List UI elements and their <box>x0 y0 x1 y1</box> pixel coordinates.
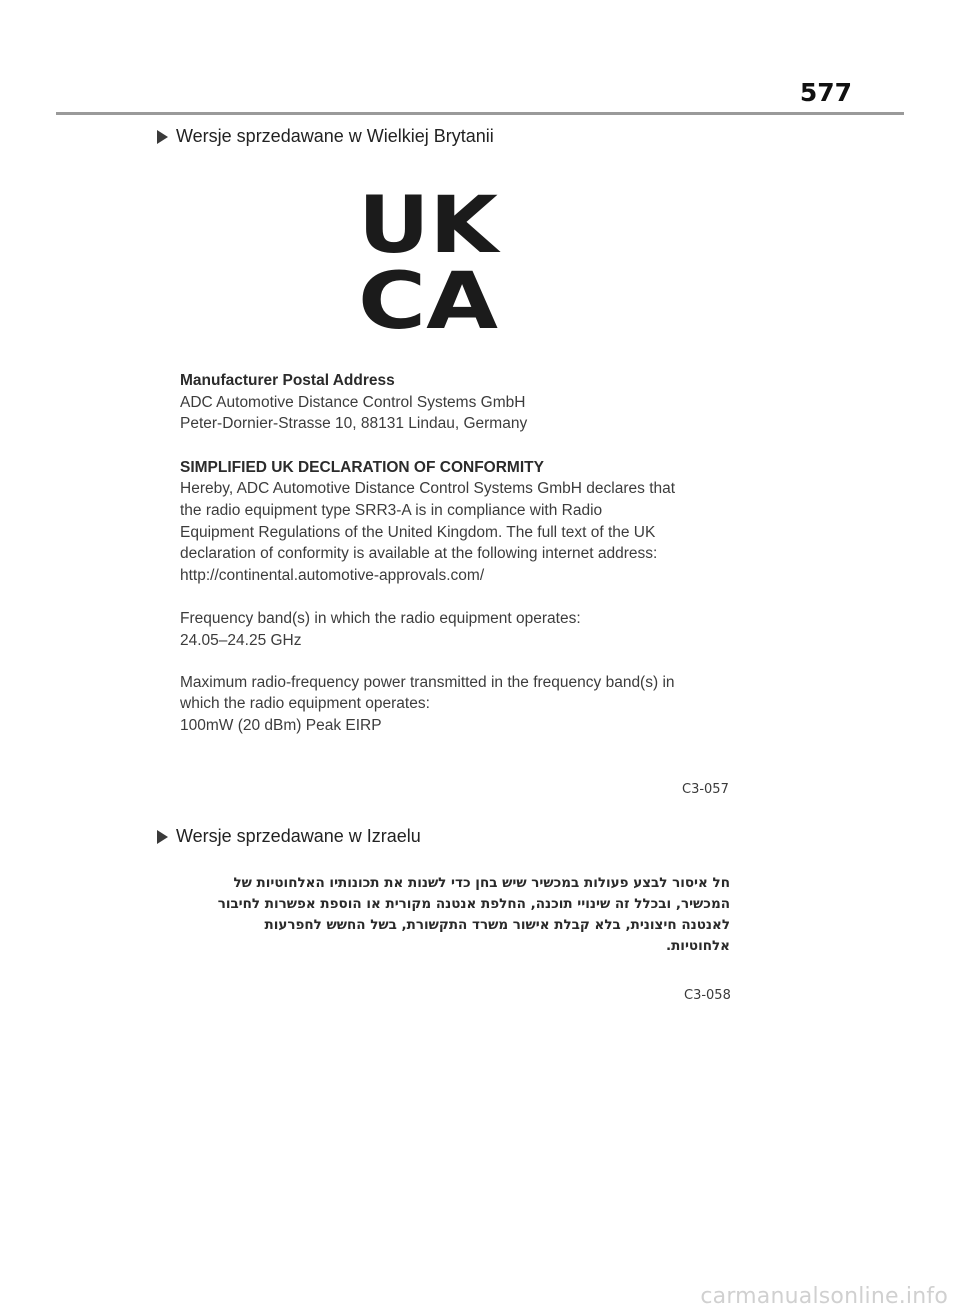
declaration-line: Equipment Regulations of the United Kingdom. The full text of the UK <box>180 523 656 541</box>
israel-notice-line: המכשיר, ובכלל זה שינויי תוכנה, החלפת אנטנה מקורית או הוספת אפשרות לחיבור <box>217 896 730 912</box>
section-heading-uk <box>157 126 494 147</box>
power-line: which the radio equipment operates: <box>180 695 430 713</box>
address-line: ADC Automotive Distance Control Systems GmbH <box>180 393 526 411</box>
address-line: Peter-Dornier-Strasse 10, 88131 Lindau, Germany <box>180 415 528 433</box>
uk-declaration-panel <box>180 370 760 758</box>
israel-notice-panel <box>190 873 730 957</box>
ukca-mark <box>358 190 504 330</box>
declaration-line: Hereby, ADC Automotive Distance Control Systems GmbH declares that <box>180 480 676 498</box>
section-heading-israel <box>157 826 421 847</box>
triangle-bullet-icon <box>157 130 168 144</box>
declaration-url: http://continental.automotive-approvals.com/ <box>180 566 485 584</box>
israel-notice-line: לאנטנה חיצונית, בלא קבלת אישור משרד התקשורת, בשל החשש לחפרעות <box>264 917 730 933</box>
power-value: 100mW (20 dBm) Peak EIRP <box>180 716 382 734</box>
declaration-line: the radio equipment type SRR3-A is in compliance with Radio <box>180 501 603 519</box>
triangle-bullet-icon <box>157 830 168 844</box>
header-rule <box>56 112 904 115</box>
israel-notice-line: חל איסור לבצע פעולות במכשיר שיש בחן כדי לשנות את תכונותיו האלחוטיות של <box>233 875 730 891</box>
section-heading-uk-text: Wersje sprzedawane w Wielkiej Brytanii <box>176 126 494 146</box>
frequency-value: 24.05–24.25 GHz <box>180 631 302 649</box>
figure-code-israel: C3-058 <box>684 988 731 1003</box>
section-heading-israel-text: Wersje sprzedawane w Izraelu <box>176 826 421 846</box>
israel-notice-line: אלחוטיות. <box>665 938 730 954</box>
declaration-line: declaration of conformity is available at the following internet address: <box>180 545 658 563</box>
address-title: Manufacturer Postal Address <box>180 372 395 389</box>
watermark: carmanualsonline.info <box>700 1284 948 1309</box>
power-line: Maximum radio-frequency power transmitted in the frequency band(s) in <box>180 673 675 691</box>
declaration-title: SIMPLIFIED UK DECLARATION OF CONFORMITY <box>180 458 544 476</box>
ukca-mark-line1: UK <box>358 190 501 271</box>
ukca-mark-line2: CA <box>358 257 498 330</box>
frequency-line: Frequency band(s) in which the radio equipment operates: <box>180 610 581 628</box>
figure-code-uk: C3-057 <box>682 782 729 797</box>
page-number: 577 <box>799 78 852 107</box>
